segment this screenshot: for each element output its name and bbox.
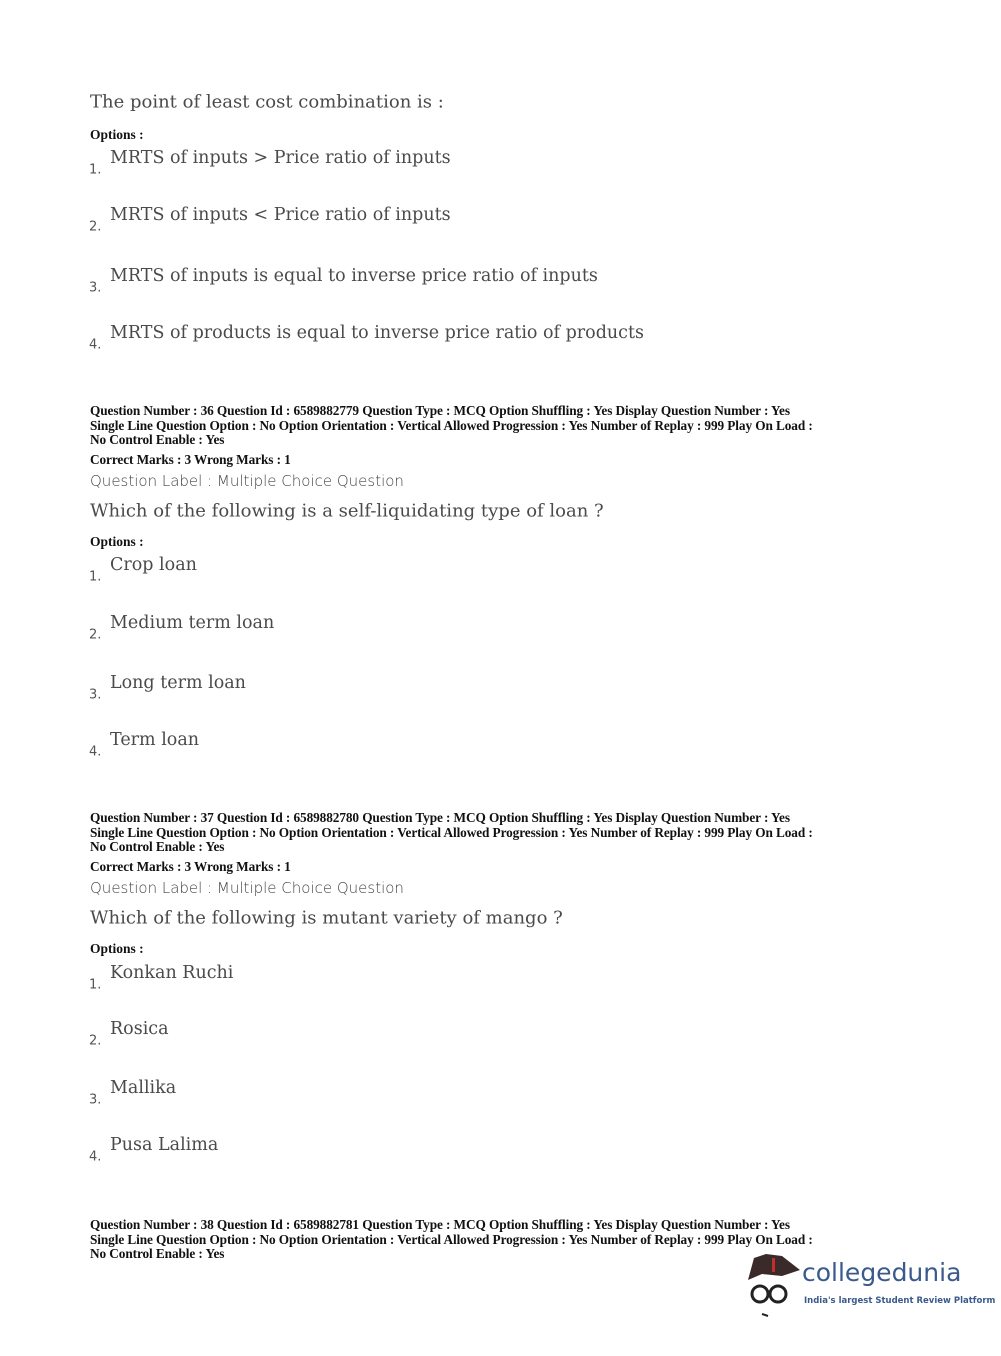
brand-name: collegedunia	[802, 1258, 962, 1287]
option-text: Term loan	[110, 730, 200, 750]
option-number: 3.	[89, 280, 102, 296]
options-label: Options :	[90, 941, 144, 956]
question-label: Question Label : Multiple Choice Question	[90, 879, 404, 897]
option-number: 3.	[89, 1092, 102, 1108]
option-text: MRTS of products is equal to inverse price ratio of products	[110, 323, 644, 343]
option-number: 4.	[89, 744, 102, 760]
option-text: MRTS of inputs < Price ratio of inputs	[110, 205, 451, 225]
option-text: Crop loan	[110, 555, 197, 575]
question-label: Question Label : Multiple Choice Question	[90, 472, 404, 490]
question-meta: No Control Enable : Yes	[90, 432, 225, 447]
question-meta: Single Line Question Option : No Option Orientation : Vertical Allowed Progression : Yes Number of Replay : 999 Play On Load :	[90, 824, 813, 840]
question-marks: Correct Marks : 3 Wrong Marks : 1	[90, 859, 291, 874]
question-text: The point of least cost combination is :	[90, 91, 444, 113]
option-text: Konkan Ruchi	[110, 963, 234, 983]
question-meta: Question Number : 38 Question Id : 6589882781 Question Type : MCQ Option Shuffling : Yes Display Question Number : Yes	[90, 1217, 790, 1232]
option-number: 1.	[89, 977, 102, 993]
option-text: Rosica	[110, 1019, 169, 1039]
options-label: Options :	[90, 127, 144, 142]
option-number: 1.	[89, 569, 102, 585]
question-meta: No Control Enable : Yes	[90, 839, 225, 854]
options-label: Options :	[90, 534, 144, 549]
option-number: 3.	[89, 687, 102, 703]
question-meta: Question Number : 36 Question Id : 6589882779 Question Type : MCQ Option Shuffling : Yes Display Question Number : Yes	[90, 403, 790, 418]
option-number: 1.	[89, 162, 102, 178]
question-text: Which of the following is mutant variety of mango ?	[90, 907, 563, 929]
option-text: Medium term loan	[110, 613, 275, 633]
brand-tagline: India's largest Student Review Platform	[804, 1296, 996, 1306]
question-meta: No Control Enable : Yes	[90, 1246, 225, 1261]
option-number: 4.	[89, 1149, 102, 1165]
option-text: MRTS of inputs > Price ratio of inputs	[110, 148, 451, 168]
mascot-icon	[742, 1250, 802, 1320]
option-text: Long term loan	[110, 673, 246, 693]
option-number: 2.	[89, 627, 102, 643]
option-number: 2.	[89, 219, 102, 235]
option-text: MRTS of inputs is equal to inverse price ratio of inputs	[110, 266, 598, 286]
option-number: 4.	[89, 337, 102, 353]
question-meta: Single Line Question Option : No Option Orientation : Vertical Allowed Progression : Yes Number of Replay : 999 Play On Load :	[90, 417, 813, 433]
question-marks: Correct Marks : 3 Wrong Marks : 1	[90, 452, 291, 467]
option-number: 2.	[89, 1033, 102, 1049]
question-text: Which of the following is a self-liquidating type of loan ?	[90, 500, 604, 522]
option-text: Pusa Lalima	[110, 1135, 219, 1155]
question-meta: Single Line Question Option : No Option Orientation : Vertical Allowed Progression : Yes Number of Replay : 999 Play On Load :	[90, 1231, 813, 1247]
question-meta: Question Number : 37 Question Id : 6589882780 Question Type : MCQ Option Shuffling : Yes Display Question Number : Yes	[90, 810, 790, 825]
collegedunia-logo	[742, 1250, 996, 1320]
option-text: Mallika	[110, 1078, 177, 1098]
